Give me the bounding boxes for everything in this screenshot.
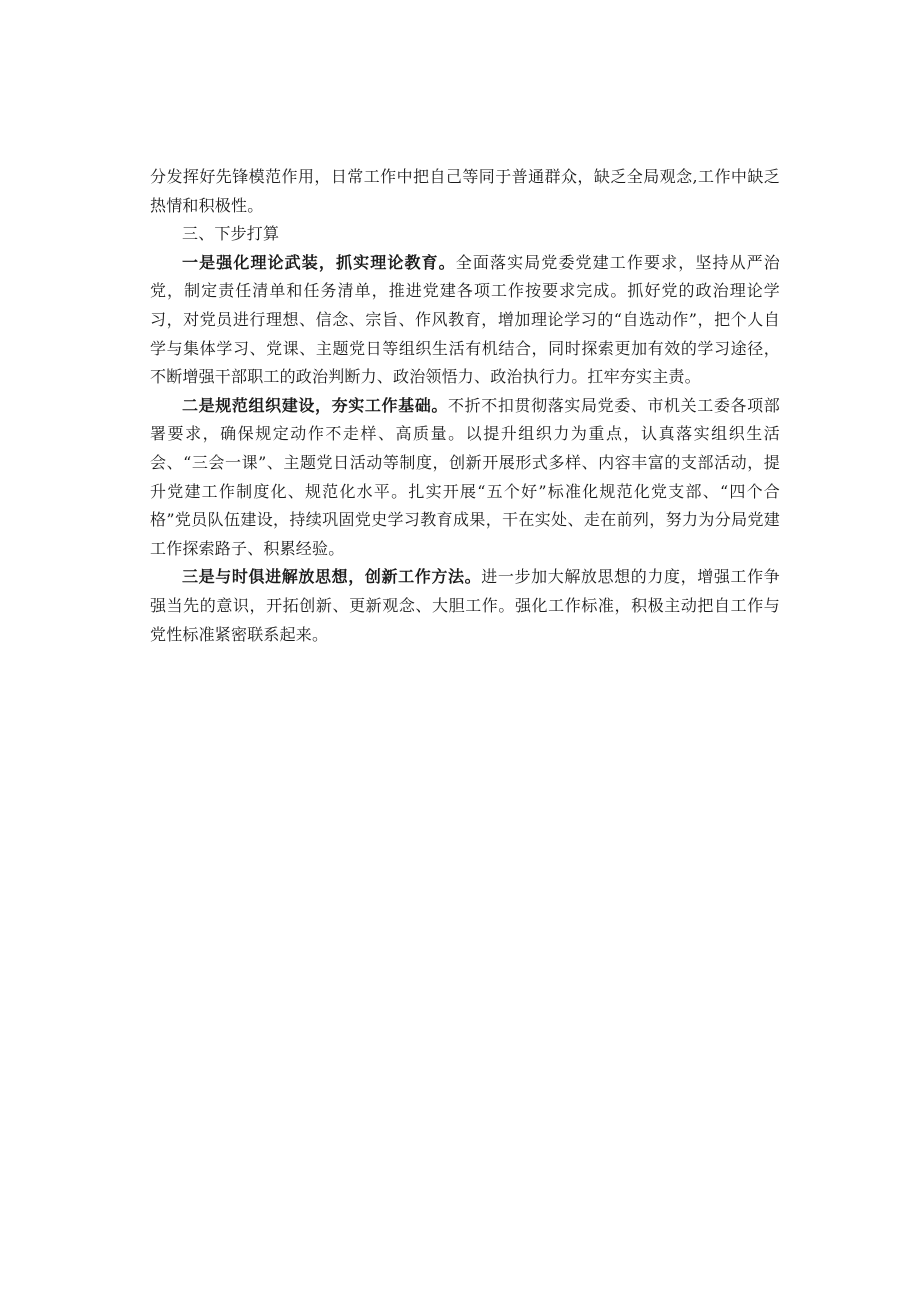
section-heading: 三、下步打算	[182, 224, 280, 244]
plan-paragraph-3	[150, 563, 780, 649]
paragraph-body: 不折不扣贯彻落实局党委、市机关工委各项部署要求，确保规定动作不走样、高质量。以提升组织力为重点，认真落实组织生活会、“三会一课”、主题党日活动等制度，创新开展形式多样、内容丰富的支部活动，提升党建工作制度化、规范化水平。扎实开展“五个好”标准化规范化党支部、“四个合格”党员队伍建设，持续巩固党史学习教育成果，干在实处、走在前列，努力为分局党建工作探索路子、积累经验。	[150, 395, 780, 558]
paragraph-lead: 三是与时俱进解放思想，创新工作方法。	[182, 567, 482, 587]
paragraph-lead: 二是规范组织建设，夯实工作基础。	[182, 395, 448, 415]
paragraph-body: 全面落实局党委党建工作要求，坚持从严治党，制定责任清单和任务清单，推进党建各项工作按要求完成。抓好党的政治理论学习，对党员进行理想、信念、宗旨、作风教育，增加理论学习的“自选动作”，把个人自学与集体学习、党课、主题党日等组织生活有机结合，同时探索更加有效的学习途径，不断增强干部职工的政治判断力、政治领悟力、政治执行力。扛牢夯实主责。	[150, 252, 780, 387]
continuation-paragraph: 分发挥好先锋模范作用，日常工作中把自己等同于普通群众，缺乏全局观念,工作中缺乏热情和积极性。	[150, 167, 780, 215]
document-page	[150, 163, 780, 649]
paragraph-body: 进一步加大解放思想的力度，增强工作争强当先的意识，开拓创新、更新观念、大胆工作。强化工作标准，积极主动把自工作与党性标准紧密联系起来。	[150, 567, 780, 644]
plan-paragraph-1	[150, 249, 780, 392]
plan-paragraph-2	[150, 392, 780, 564]
paragraph-lead: 一是强化理论武装，抓实理论教育。	[182, 252, 456, 272]
